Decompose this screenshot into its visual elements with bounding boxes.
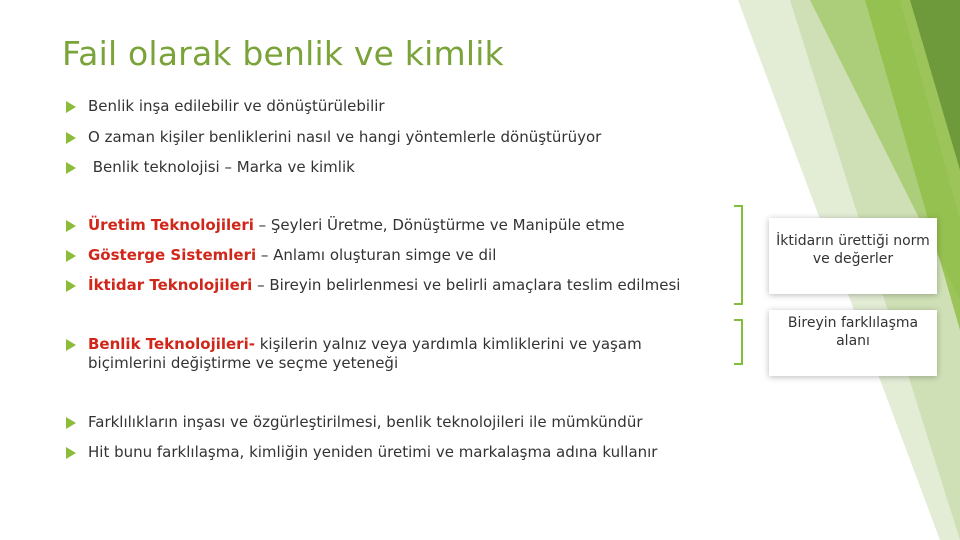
bullet-text: O zaman kişiler benliklerini nasıl ve hangi yöntemlerle dönüştürüyor <box>88 128 602 146</box>
bullet-arrow-icon <box>66 101 76 113</box>
callout-text: İktidarın ürettiği norm ve değerler <box>776 233 930 267</box>
bullet-arrow-icon <box>66 447 76 459</box>
bracket-bottom-icon <box>728 318 756 366</box>
bullet-arrow-icon <box>66 220 76 232</box>
callout-box-norms <box>769 218 937 294</box>
bullet-term: Benlik Teknolojileri- <box>88 335 255 353</box>
bullet-text <box>88 216 625 235</box>
bullet-text: Benlik inşa edilebilir ve dönüştürülebilir <box>88 97 385 115</box>
bullet-rest: kişilerin yalnız veya yardımla kimliklerini ve yaşam biçimlerini değiştirme ve seçme yeteneği <box>88 335 642 372</box>
bullet-text: Hit bunu farklılaşma, kimliğin yeniden üretimi ve markalaşma adına kullanır <box>88 443 658 461</box>
bullet-arrow-icon <box>66 339 76 351</box>
bullet-text <box>88 246 496 265</box>
bullet-arrow-icon <box>66 162 76 174</box>
bullet-rest: – Anlamı oluşturan simge ve dil <box>256 246 497 264</box>
callout-box-difference <box>769 310 937 376</box>
bullet-arrow-icon <box>66 280 76 292</box>
slide-title: Fail olarak benlik ve kimlik <box>62 34 504 73</box>
bullet-term: İktidar Teknolojileri <box>88 276 253 294</box>
bullet-term: Üretim Teknolojileri <box>88 216 254 234</box>
bullet-term: Gösterge Sistemleri <box>88 246 257 264</box>
bracket-top-icon <box>728 204 756 306</box>
bullet-rest: – Bireyin belirlenmesi ve belirli amaçlara teslim edilmesi <box>252 276 681 294</box>
bullet-arrow-icon <box>66 132 76 144</box>
callout-text: Bireyin farklılaşma alanı <box>787 315 919 349</box>
bullet-text <box>88 276 680 295</box>
bullet-text <box>88 335 708 373</box>
bullet-arrow-icon <box>66 250 76 262</box>
bullet-text: Benlik teknolojisi – Marka ve kimlik <box>88 158 355 176</box>
bullet-arrow-icon <box>66 417 76 429</box>
bullet-rest: – Şeyleri Üretme, Dönüştürme ve Manipüle etme <box>253 216 625 234</box>
bullet-text: Farklılıkların inşası ve özgürleştirilmesi, benlik teknolojileri ile mümkündür <box>88 413 643 431</box>
